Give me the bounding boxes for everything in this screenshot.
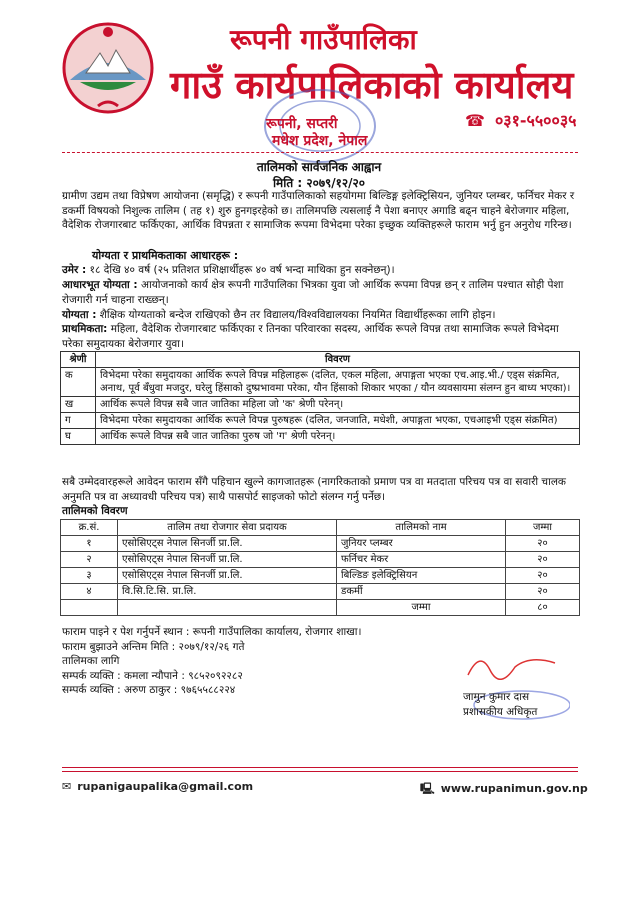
table-row: [61, 584, 580, 600]
training-table: [60, 519, 580, 616]
age-item: [62, 263, 580, 278]
signer-name: जामुन कुमार दास: [463, 691, 530, 703]
description-cell: आर्थिक रूपले विपन्न सबै जात जातिका महिला जो 'क' श्रेणी परेनन्।: [96, 397, 580, 413]
basic-text: आयोजनाको कार्य क्षेत्र रूपनी गाउँपालिका भित्रका युवा जो आर्थिक रूपमा विपन्न छन् र तालिम पश्चात सोही पेशा रोजगारी गर्न चाहना राख्छन्।: [62, 279, 564, 306]
age-text: १८ देखि ४० वर्ष (२५ प्रतिशत प्रशिक्षार्थीहरू ४० वर्ष भन्दा माथिका हुन सक्नेछन्)।: [89, 264, 395, 276]
age-label: उमेर :: [62, 264, 87, 276]
total-cell: २०: [506, 568, 580, 584]
phone-number: [465, 109, 576, 131]
total-cell: २०: [506, 536, 580, 552]
training-name-header: तालिमको नाम: [337, 520, 506, 536]
priority-item: [62, 322, 580, 351]
sn-cell: ३: [61, 568, 118, 584]
priority-label: प्राथमिकता:: [62, 323, 108, 335]
category-cell: क: [61, 368, 96, 397]
sn-cell: २: [61, 552, 118, 568]
for-training-label: तालिमका लागि: [62, 655, 120, 667]
provider-cell: एसोसिएट्स नेपाल सिनर्जी प्रा.लि.: [118, 552, 337, 568]
description-header: विवरण: [96, 352, 580, 368]
email-link[interactable]: [62, 780, 253, 793]
website-link[interactable]: [420, 780, 588, 799]
nepal-emblem-icon: [58, 18, 158, 118]
edu-label: योग्यता :: [62, 309, 97, 321]
table-row: [61, 397, 580, 413]
contact-person-2: सम्पर्क व्यक्ति : अरुण ठाकुर : ९७६५५८८२२४: [62, 684, 236, 696]
training-heading: तालिमको विवरण: [62, 505, 128, 517]
description-cell: आर्थिक रूपले विपन्न सबै जात जातिका पुरुष जो 'ग' श्रेणी परेनन्।: [96, 429, 580, 445]
provider-cell: एसोसिएट्स नेपाल सिनर्जी प्रा.लि.: [118, 568, 337, 584]
basic-label: आधारभूत योग्यता :: [62, 279, 138, 291]
email-text: rupanigaupalika@gmail.com: [77, 780, 254, 793]
total-header: जम्मा: [506, 520, 580, 536]
website-text: www.rupanimun.gov.np: [440, 782, 588, 795]
form-place: फाराम पाइने र पेश गर्नुपर्ने स्थान : रूपनी गाउँपालिका कार्यालय, रोजगार शाखा।: [62, 626, 362, 638]
notice-date: मिति : २०७९/१२/२०: [272, 176, 366, 190]
qualification-heading: योग्यता र प्राथमिकताका आधारहरू :: [92, 249, 239, 262]
training-name-cell: जुनियर प्लम्बर: [337, 536, 506, 552]
provider-cell: एसोसिएट्स नेपाल सिनर्जी प्रा.लि.: [118, 536, 337, 552]
intro-paragraph: ग्रामीण उद्यम तथा विप्रेषण आयोजना (समृद्धि) र रूपनी गाउँपालिकाको सहयोगमा बिल्डिङ्ग इलेक्ट्रिसियन, जुनियर प्लम्बर, फर्निचर मेकर र डकर्मी विषयको निशुल्क तालिम ( तह १) शुरु हुनगइरहेको छ। तालिमपछि त्यसलाई नै पेशा बनाएर अगाडि बढ्न चाहने बेरोजगार महिला, वैदेशिक रोजगारबाट फर्किएका, आर्थिक विपन्नता र सामाजिक रूपमा विभेदमा परेका इच्छुक व्यक्तिहरूले फाराम भर्नु हुन अनुरोध गरिन्छ।: [62, 190, 575, 231]
edu-text: शैक्षिक योग्यताको बन्देज राखिएको छैन तर विद्यालय/विश्वविद्यालयका नियमित विद्यार्थीहरूका लागि होइन।: [99, 309, 496, 321]
basic-qualification-item: [62, 278, 580, 307]
computer-icon: 🖳: [420, 782, 435, 795]
address-line-2: मधेश प्रदेश, नेपाल: [272, 133, 368, 149]
category-table: [60, 351, 580, 445]
table-row: [61, 429, 580, 445]
table-row: [61, 413, 580, 429]
footer-divider: [62, 767, 578, 768]
sum-row: [61, 600, 580, 616]
category-cell: ग: [61, 413, 96, 429]
category-header: श्रेणी: [61, 352, 96, 368]
footer-divider-thin: [62, 771, 578, 772]
signer-title: प्रशासकीय अधिकृत: [463, 706, 538, 718]
training-name-cell: डकर्मी: [337, 584, 506, 600]
description-cell: विभेदमा परेका समुदायका आर्थिक रूपले विपन्न महिलाहरू (दलित, एकल महिला, अपाङ्गता भएका एच.आइ.भी./ एड्स संक्रमित, अनाथ, पूर्व बँधुवा मजदुर, घरेलु हिंसाको दुष्प्रभावमा परेका, यौन हिंसाको शिकार भएका / यौन व्यवसायमा संलग्न हुन बाध्य भएका)।: [96, 368, 580, 397]
training-name-cell: बिल्डिङ इलेक्ट्रिसियन: [337, 568, 506, 584]
email-icon: ✉: [62, 780, 72, 793]
address-line-1: रूपनी, सप्तरी: [266, 116, 338, 132]
phone-text: ०३१-५५००३५: [494, 111, 577, 130]
table-row: [61, 568, 580, 584]
empty-cell: [61, 600, 118, 616]
training-name-cell: फर्निचर मेकर: [337, 552, 506, 568]
notice-title: तालिमको सार्वजनिक आह्वान: [256, 160, 382, 174]
description-cell: विभेदमा परेका समुदायका आर्थिक रूपले विपन्न पुरुषहरू (दलित, जनजाति, मधेशी, अपाङ्गता भएका, एचआइभी एड्स संक्रमित): [96, 413, 580, 429]
table-row: [61, 536, 580, 552]
total-cell: २०: [506, 552, 580, 568]
priority-text: महिला, वैदेशिक रोजगारबाट फर्किएका र तिनका परिवारका सदस्य, आर्थिक रूपले विपन्न तथा सामाजिक रूपले विभेदमा परेका समुदायका बेरोजगार युवा।: [62, 323, 559, 350]
form-deadline: फाराम बुझाउने अन्तिम मिति : २०७९/१२/२६ गते: [62, 640, 245, 653]
sn-cell: १: [61, 536, 118, 552]
total-cell: २०: [506, 584, 580, 600]
category-cell: घ: [61, 429, 96, 445]
sn-cell: ४: [61, 584, 118, 600]
table-row: [61, 552, 580, 568]
provider-cell: वि.सि.टि.सि. प्रा.लि.: [118, 584, 337, 600]
documents-paragraph: सबै उम्मेदवारहरूले आवेदन फाराम सँगै पहिचान खुल्ने कागजातहरू (नागरिकताको प्रमाण पत्र वा मतदाता परिचय पत्र वा सवारी चालक अनुमति पत्र वा अध्यावधी परिचय पत्र) साथै पासपोर्ट साइजको फोटो संलग्न गर्नु पर्नेछ।: [62, 476, 566, 503]
sum-label: जम्मा: [337, 600, 506, 616]
provider-header: तालिम तथा रोजगार सेवा प्रदायक: [118, 520, 337, 536]
sn-header: क्र.सं.: [61, 520, 118, 536]
contact-person-1: सम्पर्क व्यक्ति : कमला न्यौपाने : ९८५२०९२२८२: [62, 669, 243, 682]
sum-value: ८०: [506, 600, 580, 616]
office-title: गाउँ कार्यपालिकाको कार्यालय: [170, 63, 574, 107]
office-name: रूपनी गाउँपालिका: [230, 23, 417, 56]
header-divider: [62, 152, 578, 153]
empty-cell: [118, 600, 337, 616]
category-cell: ख: [61, 397, 96, 413]
table-row: [61, 368, 580, 397]
phone-icon: ☎: [465, 111, 485, 130]
education-item: [62, 308, 580, 323]
